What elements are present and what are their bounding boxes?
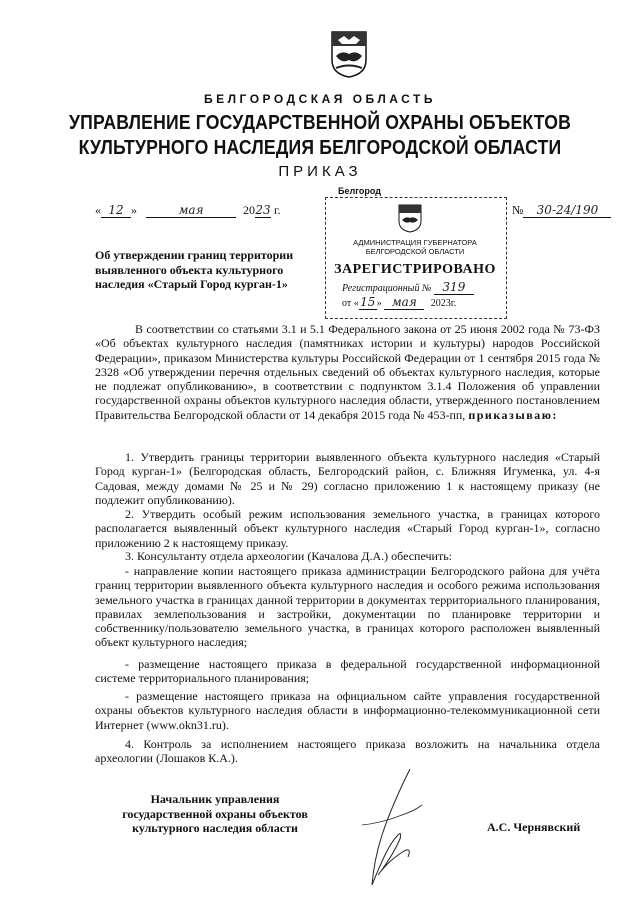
item-3c: - размещение настоящего приказа на официальном сайте управления государственной охраны объектов культурного наследия области в информационно-телекоммуникационной сети Интернет (www.okn31.ru). <box>95 689 600 732</box>
preamble-paragraph <box>95 322 600 422</box>
stamp-admin-text <box>330 238 500 256</box>
order-number <box>512 203 611 218</box>
signatory-title-line1: Начальник управления <box>150 792 280 806</box>
stamp-admin-line1: АДМИНИСТРАЦИЯ ГУБЕРНАТОРА <box>353 238 477 247</box>
number-prefix: № <box>512 203 524 217</box>
number-value: 30-24/190 <box>523 203 611 218</box>
item-1: 1. Утвердить границы территории выявленного объекта культурного наследия «Старый Город курган-1» (Белгородская область, Белгородский район, с. Ближняя Игуменка, ул. 4-я Садовая, между домами № 25 и № 29) согласно приложению 1 к настоящему приказу (не подлежит опубликованию). <box>95 450 600 507</box>
date-day: 12 <box>101 203 131 218</box>
stamp-month: мая <box>384 295 424 310</box>
date-open-quote: « <box>95 203 101 217</box>
stamp-reg-value: 319 <box>434 280 474 295</box>
stamp-year-unit: г. <box>450 298 457 309</box>
stamp-date <box>342 295 456 310</box>
coat-of-arms-emblem <box>330 30 368 78</box>
stamp-admin-line2: БЕЛГОРОДСКОЙ ОБЛАСТИ <box>365 247 465 256</box>
date-year-unit: г. <box>274 203 281 217</box>
item-3a: - направление копии настоящего приказа администрации Белгородского района для учёта границ территории выявленного объекта культурного наследия и особого режима использования земельного участка в границах данной территории в документах территориального планирования, правилах землепользования и застройки, документации по планировке территории и собственнику/пользователю земельного участка, в границах которого расположен выявленный объект культурного наследия; <box>95 564 600 650</box>
item-3b: - размещение настоящего приказа в федеральной государственной информационной системе территориального планирования; <box>95 657 600 686</box>
stamp-year: 2023 <box>430 298 451 309</box>
signatory-title <box>95 792 335 836</box>
document-type: ПРИКАЗ <box>278 163 362 180</box>
date-close-quote: » <box>131 203 137 217</box>
item-3: 3. Консультанту отдела археологии (Качалова Д.А.) обеспечить: <box>125 549 452 563</box>
signatory-title-line3: культурного наследия области <box>132 821 298 835</box>
order-title: Об утверждении границ территории выявленного объекта культурного наследия «Старый Город курган-1» <box>95 248 294 291</box>
stamp-emblem <box>397 203 423 233</box>
date-year-suffix: 23 <box>255 203 271 217</box>
stamp-reg-label: Регистрационный № <box>342 283 432 294</box>
signatory-name: А.С. Чернявский <box>487 820 581 834</box>
item-2: 2. Утвердить особый режим использования земельного участка, в границах которого располагается выявленный объект культурного наследия «Старый Город курган-1», согласно приложению 2 к настоящему приказу. <box>95 507 600 550</box>
item-4: 4. Контроль за исполнением настоящего приказа возложить на начальника отдела археологии (Лошаков К.А.). <box>95 737 600 766</box>
handwritten-signature <box>352 765 432 895</box>
department-name-line2: КУЛЬТУРНОГО НАСЛЕДИЯ БЕЛГОРОДСКОЙ ОБЛАСТИ <box>78 137 562 159</box>
date-month: мая <box>146 203 236 218</box>
city-label: Белгород <box>338 186 381 196</box>
stamp-reg-number <box>342 280 474 295</box>
signatory-title-line2: государственной охраны объектов <box>122 806 308 821</box>
stamp-registered-label: ЗАРЕГИСТРИРОВАНО <box>334 262 496 277</box>
preamble-text: В соответствии со статьями 3.1 и 5.1 Федерального закона от 25 июня 2002 года № 73-ФЗ «Об объектах культурного наследия (памятниках истории и культуры) народов Российской Федерации», приказом Министерства культуры Российской Федерации от 1 сентября 2015 года № 2328 «Об утверждении перечня отдельных сведений об объектах культурного наследия, которые не подлежат опубликованию», в соответствии с подпунктом 3.1.4 Положения об управлении государственной охраны объектов культурного наследия области, утвержденного постановлением Правительства Белгородской области от 14 декабря 2015 года № 453-пп, <box>95 322 600 422</box>
region-name: БЕЛГОРОДСКАЯ ОБЛАСТЬ <box>204 92 436 106</box>
order-date <box>95 203 281 218</box>
stamp-mid: » <box>376 298 382 309</box>
department-name-line1: УПРАВЛЕНИЕ ГОСУДАРСТВЕННОЙ ОХРАНЫ ОБЪЕКТОВ <box>69 112 571 134</box>
order-word: приказываю: <box>468 407 558 422</box>
stamp-day: 15 <box>360 295 376 309</box>
stamp-from-label: от « <box>342 298 359 309</box>
date-year-prefix: 20 <box>243 203 255 217</box>
